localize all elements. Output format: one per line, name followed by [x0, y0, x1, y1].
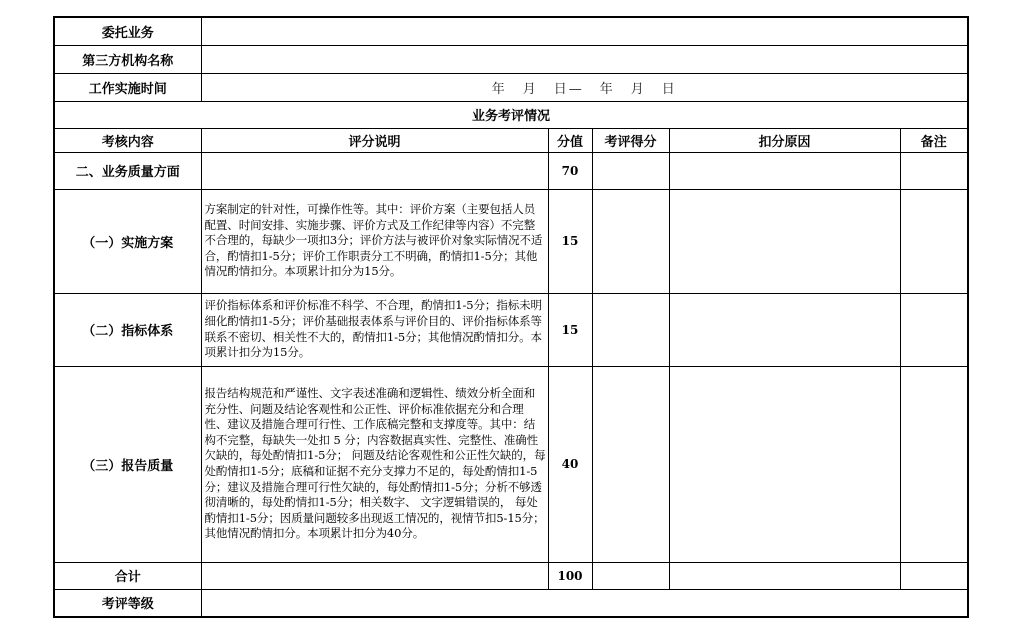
row-column-headers: [54, 128, 968, 152]
section-title: 业务考评情况: [54, 101, 968, 128]
item-reason-cell[interactable]: [669, 366, 900, 562]
row-grade: [54, 589, 968, 617]
date-day-start: 日—: [553, 81, 584, 97]
quality-label: 二、业务质量方面: [54, 152, 201, 189]
quality-reason-cell[interactable]: [669, 152, 900, 189]
entrusted-business-value[interactable]: [201, 17, 968, 45]
date-year-end: 年: [599, 81, 615, 97]
row-entrusted-business: [54, 17, 968, 45]
header-remarks: 备注: [900, 128, 968, 152]
quality-remarks-cell[interactable]: [900, 152, 968, 189]
row-item-implementation-plan: [54, 189, 968, 293]
item-description: 评价指标体系和评价标准不科学、不合理，酌情扣1-5分；指标未明细化酌情扣1-5分；评价基础报表体系与评价目的、评价指标体系等联系不密切、相关性不大的，酌情扣1-5分；其他情况酌情扣分。本项累计扣分为15分。: [201, 293, 548, 366]
item-description: 报告结构规范和严谨性、文字表述准确和逻辑性、绩效分析全面和充分性、问题及结论客观性和公正性、评价标准依据充分和合理性、建议及措施合理可行性、工作底稿完整和支撑度等。其中：结构不完整，每缺失一处扣 5 分；内容数据真实性、完整性、准确性欠缺的，每处酌情扣1-5分； 问题及结论客观性和公正性欠缺的，每处酌情扣1-5分；底稿和证据不充分支撑力不足的，每处酌情扣1-5分；建议及措施合理可行性欠缺的，每处酌情扣1-5分；分析不够透彻清晰的，每处酌情扣1-5分；相关数字、 文字逻辑错误的， 每处酌情扣1-5分；因质量问题较多出现返工情况的，视情节扣5-15分；其他情况酌情扣分。本项累计扣分为40分。: [201, 366, 548, 562]
total-points: 100: [548, 562, 592, 589]
item-description: 方案制定的针对性，可操作性等。其中：评价方案（主要包括人员配置、时间安排、实施步骤、评价方式及工作纪律等内容）不完整不合理的，每缺少一项扣3分；评价方法与被评价对象实际情况不适合，酌情扣1-5分；评价工作职责分工不明确，酌情扣1-5分；其他情况酌情扣分。本项累计扣分为15分。: [201, 189, 548, 293]
total-reason-cell[interactable]: [669, 562, 900, 589]
total-score-cell[interactable]: [592, 562, 669, 589]
item-score-cell[interactable]: [592, 366, 669, 562]
work-period-label: 工作实施时间: [54, 73, 201, 101]
row-item-report-quality: [54, 366, 968, 562]
item-reason-cell[interactable]: [669, 189, 900, 293]
item-remarks-cell[interactable]: [900, 189, 968, 293]
item-reason-cell[interactable]: [669, 293, 900, 366]
item-label: （一）实施方案: [54, 189, 201, 293]
grade-value[interactable]: [201, 589, 968, 617]
item-points: 40: [548, 366, 592, 562]
item-score-cell[interactable]: [592, 293, 669, 366]
total-remarks-cell[interactable]: [900, 562, 968, 589]
quality-description: [201, 152, 548, 189]
date-year-start: 年: [491, 81, 507, 97]
item-label: （三）报告质量: [54, 366, 201, 562]
item-remarks-cell[interactable]: [900, 366, 968, 562]
date-month-end: 月: [630, 81, 646, 97]
header-deduction-reason: 扣分原因: [669, 128, 900, 152]
grade-label: 考评等级: [54, 589, 201, 617]
header-content: 考核内容: [54, 128, 201, 152]
header-points: 分值: [548, 128, 592, 152]
date-month-start: 月: [522, 81, 538, 97]
quality-score-cell[interactable]: [592, 152, 669, 189]
item-remarks-cell[interactable]: [900, 293, 968, 366]
item-score-cell[interactable]: [592, 189, 669, 293]
row-work-period: [54, 73, 968, 101]
date-day-end: 日: [661, 81, 677, 97]
row-total: [54, 562, 968, 589]
item-label: （二）指标体系: [54, 293, 201, 366]
row-item-indicator-system: [54, 293, 968, 366]
header-description: 评分说明: [201, 128, 548, 152]
item-points: 15: [548, 189, 592, 293]
row-section-title: [54, 101, 968, 128]
item-points: 15: [548, 293, 592, 366]
total-description: [201, 562, 548, 589]
work-period-value[interactable]: [201, 73, 968, 101]
entrusted-business-label: 委托业务: [54, 17, 201, 45]
third-party-name-label: 第三方机构名称: [54, 45, 201, 73]
row-third-party-name: [54, 45, 968, 73]
header-score: 考评得分: [592, 128, 669, 152]
evaluation-form-table: [53, 16, 969, 618]
third-party-name-value[interactable]: [201, 45, 968, 73]
quality-points: 70: [548, 152, 592, 189]
total-label: 合计: [54, 562, 201, 589]
row-quality: [54, 152, 968, 189]
